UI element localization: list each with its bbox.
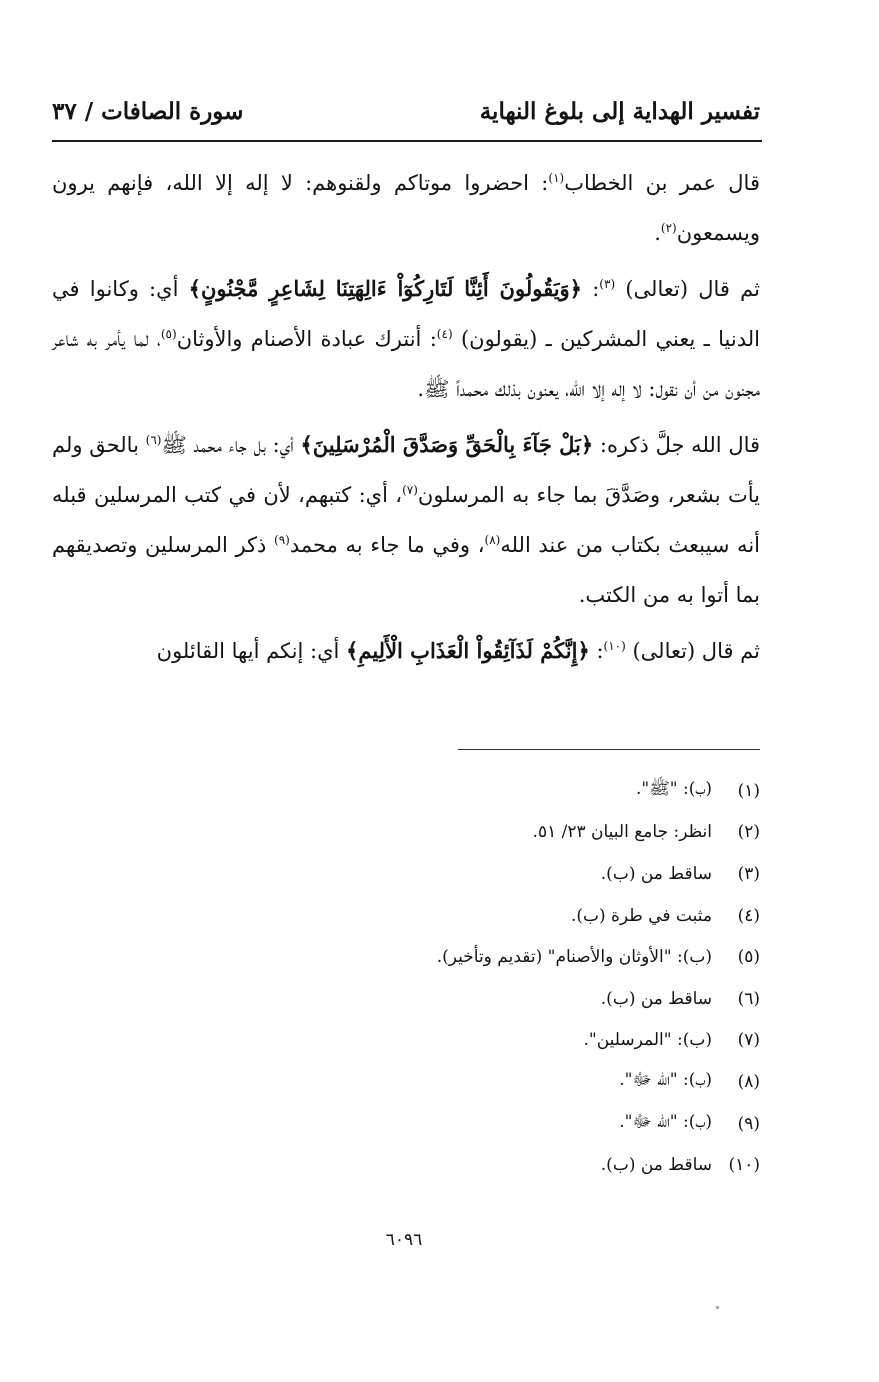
text-segment: ، أي: كتبهم، لأن في كتب المرسلين قبله أنه سيبعث بكتاب من عند الله bbox=[52, 483, 760, 557]
footnote bbox=[300, 853, 760, 895]
text-segment: أي: بل جاء محمد ﷺ bbox=[161, 433, 301, 457]
text-segment: ، لما يأمر به شاعر مجنون من أن نقول: لا إله إلا الله، يعنون بذلك محمداً ﷺ. bbox=[52, 327, 760, 401]
footnote-ref: (٩) bbox=[274, 533, 290, 547]
paragraph bbox=[52, 420, 760, 620]
text-segment: ثم قال (تعالى) bbox=[615, 277, 760, 301]
text-segment: : bbox=[581, 277, 600, 301]
footnote-text: مثبت في طرة (ب). bbox=[570, 905, 712, 926]
text-segment: قال الله جلَّ ذكره: bbox=[593, 433, 761, 457]
book-title: تفسير الهداية إلى بلوغ النهاية bbox=[479, 98, 760, 125]
surah-label: سورة الصافات / ٣٧ bbox=[52, 98, 244, 125]
footnote-number: (٥) bbox=[737, 947, 760, 968]
footnote-text: (ب): "الأوثان والأصنام" (تقديم وتأخير). bbox=[436, 947, 712, 968]
footnote bbox=[300, 978, 760, 1020]
text-segment: . bbox=[654, 221, 661, 245]
footnote bbox=[300, 812, 760, 854]
text-segment: أي: وكانوا في الدنيا ـ يعني المشركين ـ (يقولون) bbox=[52, 277, 760, 351]
body-text bbox=[52, 158, 760, 676]
paragraph bbox=[52, 158, 760, 258]
footnote-text: ساقط من (ب). bbox=[600, 988, 712, 1009]
footnote-ref: (٥) bbox=[160, 327, 177, 341]
text-segment: ، وفي ما جاء به محمد bbox=[289, 533, 485, 557]
footnote-ref: (٣) bbox=[599, 277, 616, 291]
footnote-text: ساقط من (ب). bbox=[600, 863, 712, 884]
header-rule bbox=[52, 140, 762, 142]
footnote-ref: (٢) bbox=[660, 221, 677, 235]
footnote-number: (٢) bbox=[737, 822, 760, 843]
footnote-text: ساقط من (ب). bbox=[600, 1155, 712, 1176]
text-segment: ذكر المرسلين وتصديقهم بما أتوا به من الكتب. bbox=[52, 533, 760, 607]
footnote-ref: (١٠) bbox=[603, 639, 626, 653]
footnote bbox=[300, 936, 760, 978]
footnote-text: (ب): "الله ﷻ". bbox=[619, 1112, 712, 1133]
paragraph bbox=[52, 264, 760, 414]
footnote-number: (٦) bbox=[737, 988, 760, 1009]
paragraph bbox=[52, 626, 760, 676]
footnote bbox=[300, 770, 760, 812]
footnote-ref: (٦) bbox=[145, 433, 162, 447]
footnote-ref: (١) bbox=[548, 171, 565, 185]
text-segment: قال عمر بن الخطاب bbox=[564, 171, 760, 195]
footnote-separator bbox=[458, 749, 760, 750]
running-header bbox=[52, 92, 760, 142]
text-segment: بالحق ولم يأت بشعر، وصَدَّقَ بما جاء به المرسلون bbox=[52, 433, 760, 507]
footnotes bbox=[300, 770, 760, 1186]
footnote-ref: (٤) bbox=[436, 327, 453, 341]
footnote-number: (٧) bbox=[737, 1030, 760, 1051]
quran-verse: ﴿إِنَّكُمْ لَذَآئِقُواْ الْعَذَابِ الْأَلِيمِ﴾ bbox=[346, 638, 590, 663]
footnote-text: (ب): "المرسلين". bbox=[583, 1030, 712, 1051]
footnote-ref: (٧) bbox=[402, 483, 418, 497]
footnote bbox=[300, 895, 760, 937]
text-segment: أي: إنكم أيها القائلون bbox=[156, 639, 347, 663]
footnote-number: (٩) bbox=[737, 1113, 760, 1134]
footnote-number: (٣) bbox=[737, 863, 760, 884]
text-segment: ثم قال (تعالى) bbox=[625, 639, 760, 663]
footnote-text: انظر: جامع البيان ٢٣/ ٥١. bbox=[532, 822, 712, 843]
text-segment: : احضروا موتاكم ولقنوهم: لا إله إلا الله، فإنهم يرون ويسمعون bbox=[52, 171, 760, 245]
footnote-number: (١) bbox=[737, 780, 760, 801]
text-segment: : أنترك عبادة الأصنام والأوثان bbox=[176, 327, 437, 351]
quran-verse: ﴿بَلْ جَآءَ بِالْحَقِّ وَصَدَّقَ الْمُرْسَلِينَ﴾ bbox=[300, 432, 594, 457]
footnote bbox=[300, 1144, 760, 1186]
footnote-text: (ب): "الله ﷻ". bbox=[619, 1070, 712, 1091]
footnote bbox=[300, 1061, 760, 1103]
page-number: ٦٠٩٦ bbox=[385, 1230, 423, 1250]
text-segment: : bbox=[589, 639, 604, 663]
footnote-text: (ب): "ﷺ". bbox=[636, 779, 712, 800]
footnote bbox=[300, 1103, 760, 1145]
footnote-number: (١٠) bbox=[728, 1155, 760, 1176]
quran-verse: ﴿وَيَقُولُونَ أَئِنَّا لَتَارِكُوٓاْ ءَالِهَتِنَا لِشَاعِرٍ مَّجْنُونٍ﴾ bbox=[188, 276, 582, 301]
page-speck bbox=[716, 1306, 719, 1309]
footnote-ref: (٨) bbox=[484, 533, 501, 547]
footnote-number: (٨) bbox=[737, 1071, 760, 1092]
footnote-number: (٤) bbox=[737, 905, 760, 926]
footnote bbox=[300, 1020, 760, 1062]
